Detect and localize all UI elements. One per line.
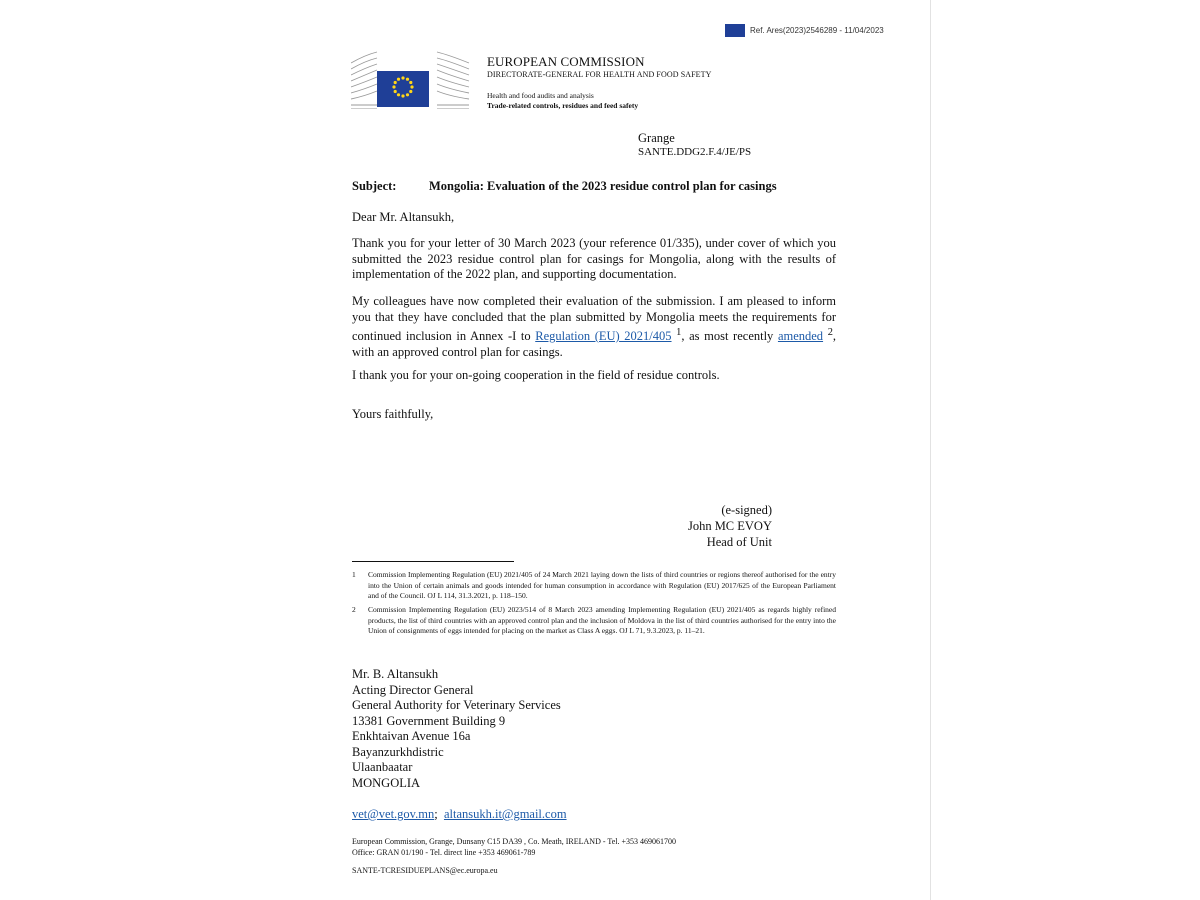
signature-esigned: (e-signed) [721, 503, 772, 517]
footnote-1 [352, 570, 836, 602]
amended-link[interactable]: amended [777, 329, 824, 344]
address-line: Ulaanbaatar [352, 760, 413, 774]
subunit-name: Trade-related controls, residues and feed safety [487, 101, 639, 110]
unit-name: Health and food audits and analysis [487, 91, 594, 100]
signature-name: John MC EVOY [687, 519, 772, 533]
email-separator: ; [434, 807, 438, 821]
footnote-2-number: 2 [352, 605, 356, 614]
footnote-ref-1: 1 [676, 327, 682, 338]
ares-reference: Ref. Ares(2023)2546289 - 11/04/2023 [750, 26, 884, 35]
address-line: 13381 Government Building 9 [352, 714, 506, 728]
footnote-2 [352, 605, 836, 637]
subject-label: Subject: [352, 179, 397, 193]
subject-text: Mongolia: Evaluation of the 2023 residue control plan for casings [429, 179, 777, 193]
eu-flag-mini-icon [725, 24, 745, 37]
footnote-2-text: Commission Implementing Regulation (EU) 2023/514 of 8 March 2023 amending Implementing Regulation (EU) 2021/405 as regards highly refined products, the list of third countries with an approved control plan and the inclusion of Moldova in the list of third countries authorised for the entry into the Union of consignments of eggs intended for placing on the market as Class A eggs. OJ L 71, 9.3.2023, p. 11–21. [368, 605, 836, 635]
paragraph-2-middle: , as most recently [681, 329, 778, 344]
paragraph-2 [352, 294, 836, 360]
logo-building-right [437, 52, 469, 109]
email-link-vet[interactable]: vet@vet.gov.mn [352, 807, 435, 821]
address-line: Enkhtaivan Avenue 16a [352, 729, 471, 743]
paragraph-2-start: My colleagues have now completed their evaluation of the submission. I am pleased to inform you that they have concluded that the plan submitted by Mongolia meets the requirements for continued inclusion in Annex -I to [352, 294, 836, 344]
paragraph-1: Thank you for your letter of 30 March 2023 (your reference 01/335), under cover of which you submitted the 2023 residue control plan for casings for Mongolia, along with the results of implementation of the 2022 plan, and supporting documentation. [352, 236, 836, 281]
european-commission-logo [351, 49, 475, 109]
org-name: EUROPEAN COMMISSION [487, 54, 645, 69]
address-line: MONGOLIA [352, 776, 421, 790]
footnote-divider [352, 561, 514, 562]
address-line: General Authority for Veterinary Services [352, 698, 561, 712]
address-line: Acting Director General [352, 683, 474, 697]
paragraph-2-end: , with an approved control plan for casings. [352, 329, 837, 359]
regulation-link[interactable]: Regulation (EU) 2021/405 [535, 329, 672, 344]
footer-office: Office: GRAN 01/190 - Tel. direct line +353 469061-789 [352, 848, 536, 857]
footnote-1-number: 1 [352, 570, 356, 579]
closing: Yours faithfully, [352, 407, 434, 421]
subject-line [352, 179, 777, 194]
address-line: Bayanzurkhdistric [352, 745, 444, 759]
logo-building-left [351, 52, 377, 109]
directorate-general: DIRECTORATE-GENERAL FOR HEALTH AND FOOD SAFETY [487, 70, 712, 79]
address-line: Mr. B. Altansukh [352, 667, 439, 681]
contact-emails [352, 807, 567, 822]
signature-title: Head of Unit [706, 535, 772, 549]
footer-email: SANTE-TCRESIDUEPLANS@ec.europa.eu [352, 866, 498, 875]
email-link-altansukh[interactable]: altansukh.it@gmail.com [443, 807, 567, 821]
footnote-ref-2: 2 [827, 327, 833, 338]
place: Grange [638, 131, 675, 145]
ares-stamp [725, 24, 884, 37]
paragraph-3: I thank you for your on-going cooperation in the field of residue controls. [352, 368, 720, 382]
salutation: Dear Mr. Altansukh, [352, 210, 455, 224]
footer-address: European Commission, Grange, Dunsany C15 DA39 , Co. Meath, IRELAND - Tel. +353 469061700 [352, 837, 676, 846]
footnote-1-text: Commission Implementing Regulation (EU) 2021/405 of 24 March 2021 laying down the lists of third countries or regions thereof authorised for the entry into the Union of certain animals and goods intended for human consumption in accordance with Regulation (EU) 2017/625 of the European Parliament and of the Council. OJ L 114, 31.3.2021, p. 118–150. [368, 570, 836, 600]
reference-code: SANTE.DDG2.F.4/JE/PS [638, 146, 752, 158]
page-edge [930, 0, 931, 900]
